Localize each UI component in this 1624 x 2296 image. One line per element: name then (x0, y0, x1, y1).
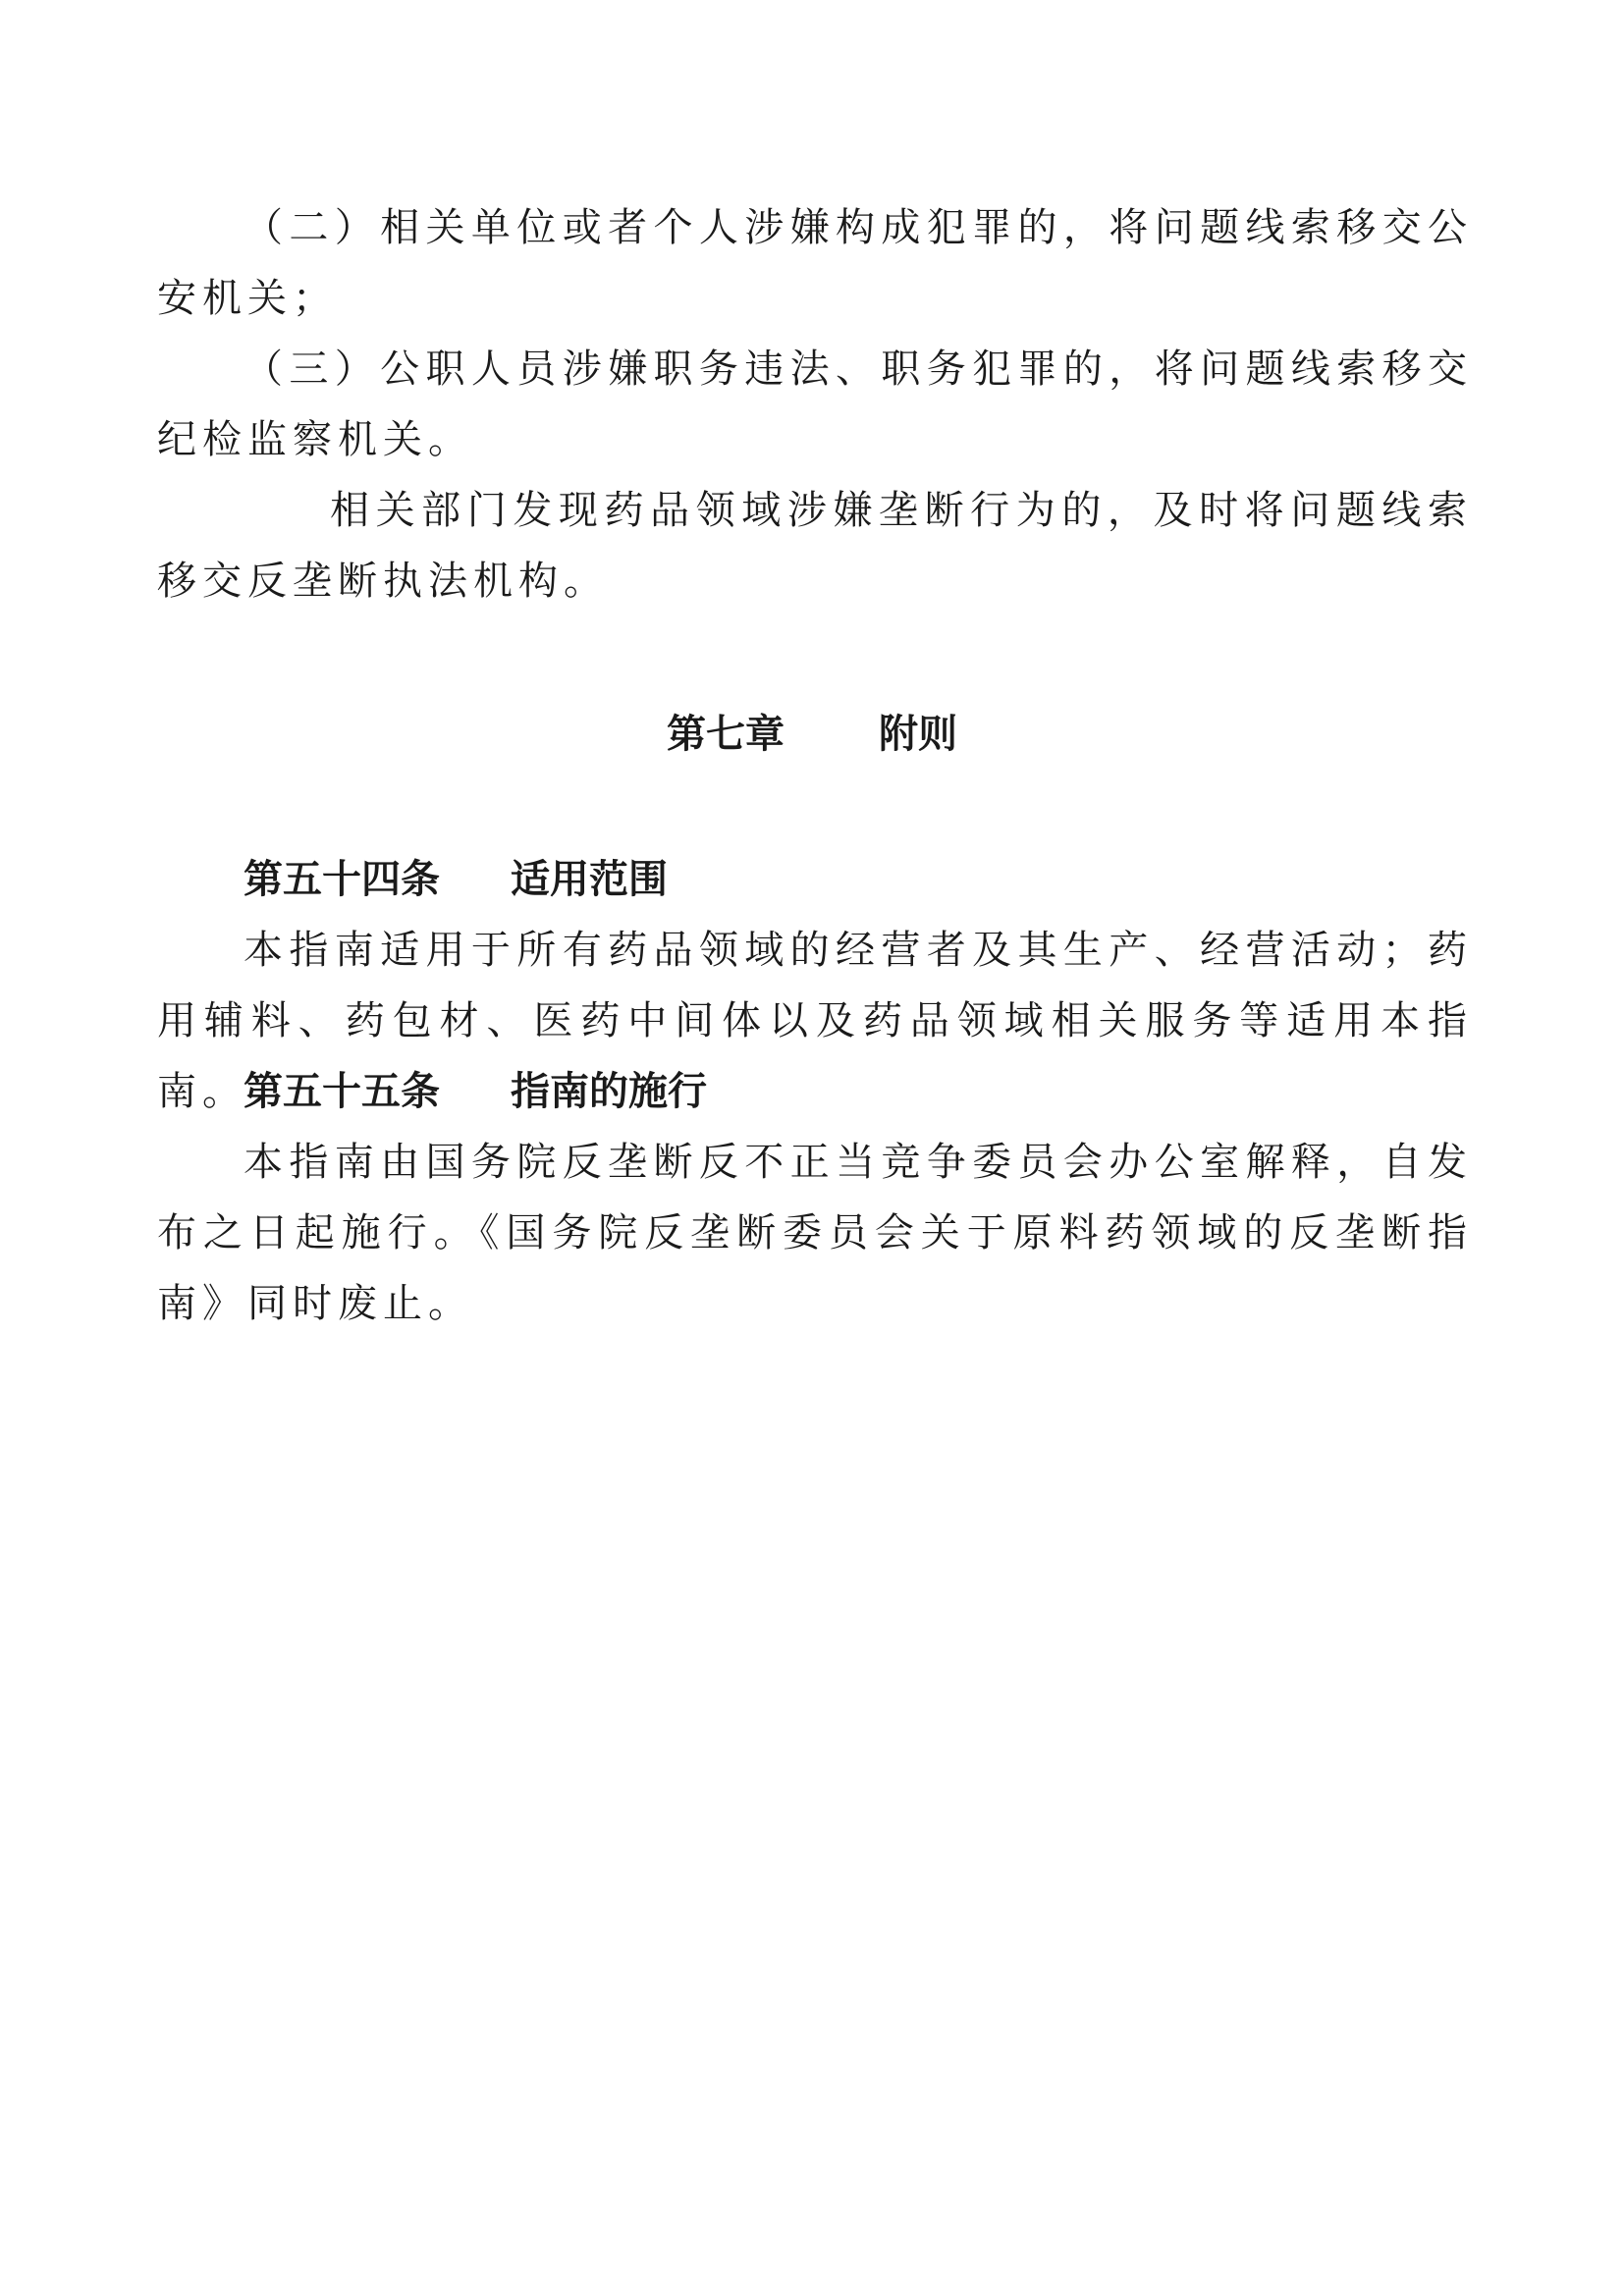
article-number: 第五十五条 (244, 1069, 440, 1114)
paragraph-item-three: （三）公职人员涉嫌职务违法、职务犯罪的，将问题线索移交纪检监察机关。 (157, 347, 1473, 462)
article-title: 适用范围 (511, 857, 668, 902)
paragraph-item-two: （二）相关单位或者个人涉嫌构成犯罪的，将问题线索移交公安机关； (157, 205, 1473, 321)
chapter-heading (0, 699, 1624, 770)
article-number: 第五十四条 (244, 857, 440, 902)
article-54-heading (244, 844, 668, 915)
article-55-body: 本指南由国务院反垄断反不正当竞争委员会办公室解释，自发布之日起施行。《国务院反垄断委员会关于原料药领域的反垄断指南》同时废止。 (157, 1140, 1473, 1326)
chapter-title: 附则 (879, 712, 957, 757)
paragraph-referral-antitrust: 相关部门发现药品领域涉嫌垄断行为的，及时将问题线索移交反垄断执法机构。 (157, 488, 1473, 604)
chapter-number: 第七章 (667, 712, 785, 757)
article-55-heading (244, 1056, 707, 1127)
article-title: 指南的施行 (511, 1069, 707, 1114)
article-54-body: 本指南适用于所有药品领域的经营者及其生产、经营活动；药用辅料、药包材、医药中间体以及药品领域相关服务等适用本指南。 (157, 928, 1473, 1114)
